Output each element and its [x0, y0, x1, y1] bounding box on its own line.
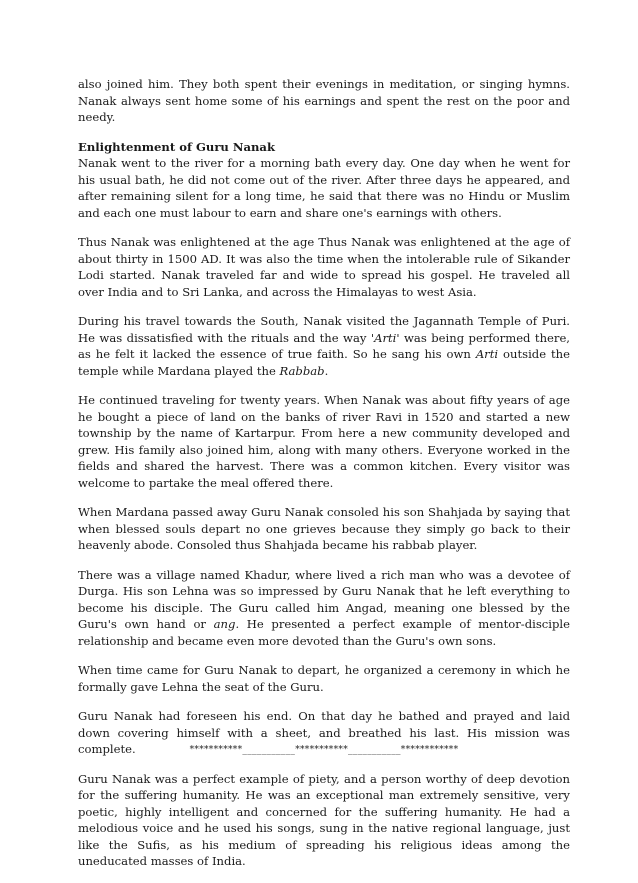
arti-term: Arti — [475, 347, 499, 361]
paragraph-legacy: Guru Nanak was a perfect example of piety, and a person worthy of deep devotion for the suffering humanity. He was an exceptional man extremely sensitive, very poetic, highly intelligent and concerned for the suffering humanity. He had a melodious voice and he used his songs, sung in the native regional language, just like the Sufis, as his medium of spreading his religious ideas among the uneducated masses of India. — [78, 771, 570, 868]
paragraph-ceremony: When time came for Guru Nanak to depart, he organized a ceremony in which he formally gave Lehna the seat of the Guru. — [78, 663, 570, 694]
paragraph-mardana: When Mardana passed away Guru Nanak consoled his son Shahjada by saying that when blessed souls depart no one grieves because they simply go back to their heavenly abode. Consoled thus Shahjada became his rabbab player. — [78, 505, 570, 552]
paragraph-end: Guru Nanak had foreseen his end. On that day he bathed and prayed and laid down covering himself with a sheet, and breathed his last. His mission was complete. — [78, 709, 570, 756]
paragraph-kartarpur: He continued traveling for twenty years. When Nanak was about fifty years of age he bought a piece of land on the banks of river Ravi in 1520 and started a new township by the name of Kartarpur. From here a new community developed and grew. His family also joined him, along with many others. Everyone worked in the fields and shared the harvest. There was a common kitchen. Every visitor was welcome to partake the meal offered there. — [78, 393, 570, 490]
arti-term: Arti — [374, 330, 397, 345]
section-block — [78, 139, 570, 222]
paragraph-river-bath: Nanak went to the river for a morning bath every day. One day when he went for his usual bath, he did not come out of the river. After three days he appeared, and after remaining silent for a long time, he said that there was no Hindu or Muslim and each one must labour to earn and share one's earnings with others. — [78, 156, 570, 220]
paragraph-lehna: There was a village named Khadur, where lived a rich man who was a devotee of Durga. His son Lehna was so impressed by Guru Nanak that he left everything to become his disciple. The Guru called him Angad, meaning one blessed by the Guru's own hand or ang. He presented a perfect example of mentor-disciple relationship and became even more devoted than the Guru's own sons. — [78, 567, 570, 648]
footer-separator: ***********___________***********___________************ — [189, 745, 459, 755]
intro-paragraph: also joined him. They both spent their evenings in meditation, or singing hymns. Nanak always sent home some of his earnings and spent the rest on the poor and needy. — [78, 77, 570, 124]
document-body — [78, 76, 570, 883]
ang-term: ang. — [213, 617, 240, 631]
rabbab-term: Rabbab — [279, 363, 325, 378]
paragraph-puri-temple: During his travel towards the South, Nanak visited the Jagannath Temple of Puri. He was dissatisfied with the rituals and the way 'Arti' was being performed there, as he felt it lacked the essence of true faith. So he sang his own Arti outside the temple while Mardana played the Rabbab. — [78, 314, 570, 378]
section-heading: Enlightenment of Guru Nanak — [78, 139, 275, 154]
paragraph-enlightened: Thus Nanak was enlightened at the age Thus Nanak was enlightened at the age of about thirty in 1500 AD. It was also the time when the intolerable rule of Sikander Lodi started. Nanak traveled far and wide to spread his gospel. He traveled all over India and to Sri Lanka, and across the Himalayas to west Asia. — [78, 235, 570, 299]
